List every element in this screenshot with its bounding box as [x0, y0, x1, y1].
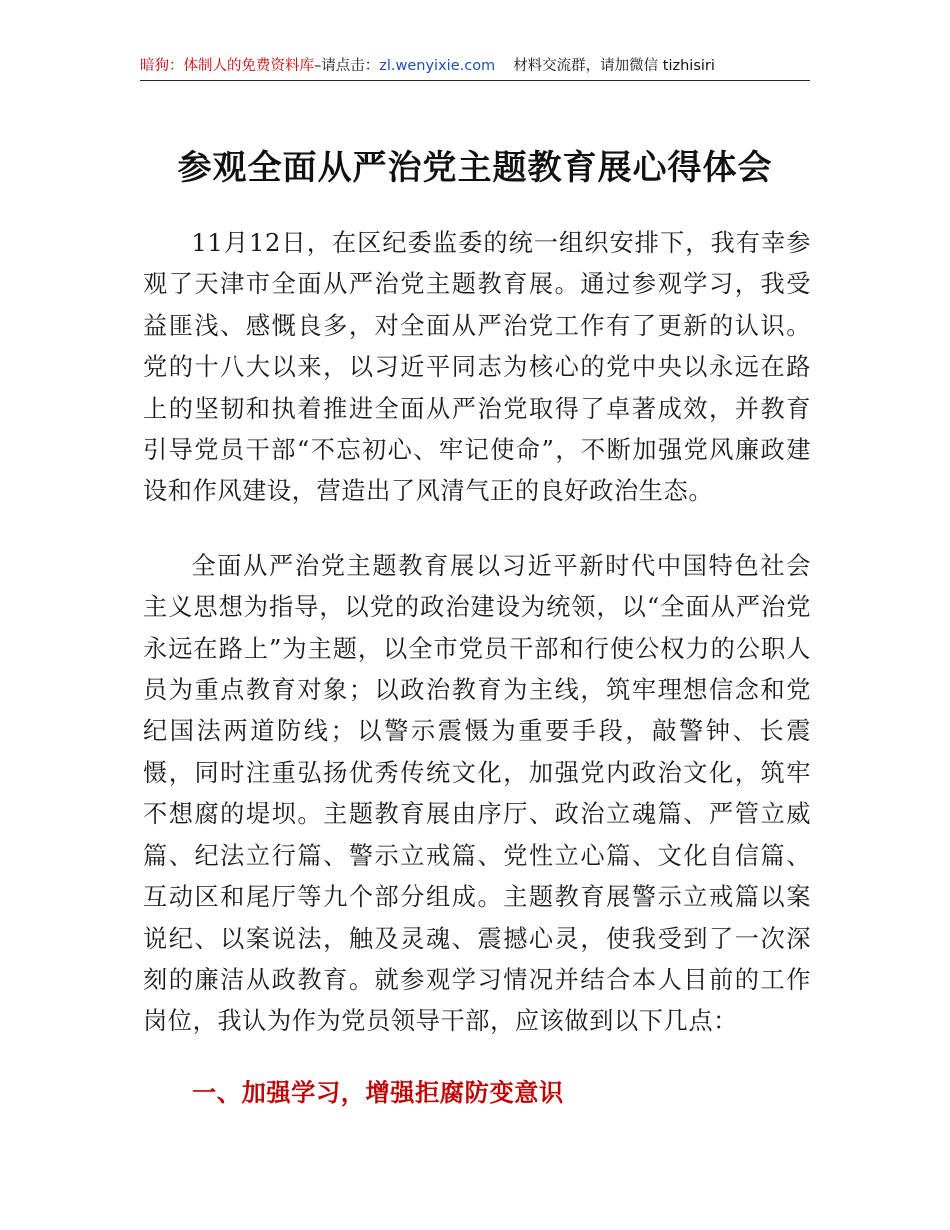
document-body: [143, 223, 811, 1114]
header-banner: [140, 52, 810, 81]
header-group-text: 材料交流群，请加微信 tizhisiri: [513, 58, 715, 74]
paragraph-1: 11月12日，在区纪委监委的统一组织安排下，我有幸参观了天津市全面从严治党主题教育展。通过参观学习，我受益匪浅、感慨良多，对全面从严治党工作有了更新的认识。党的十八大以来，以习近平同志为核心的党中央以永远在路上的坚韧和执着推进全面从严治党取得了卓著成效，并教育引导党员干部“不忘初心、牢记使命”，不断加强党风廉政建设和作风建设，营造出了风清气正的良好政治生态。: [143, 229, 811, 506]
paragraph-2: 全面从严治党主题教育展以习近平新时代中国特色社会主义思想为指导，以党的政治建设为统领，以“全面从严治党永远在路上”为主题，以全市党员干部和行使公权力的公职人员为重点教育对象；以政治教育为主线，筑牢理想信念和党纪国法两道防线；以警示震慑为重要手段，敲警钟、长震慑，同时注重弘扬优秀传统文化，加强党内政治文化，筑牢不想腐的堤坝。主题教育展由序厅、政治立魂篇、严管立威篇、纪法立行篇、警示立戒篇、党性立心篇、文化自信篇、互动区和尾厅等九个部分组成。主题教育展警示立戒篇以案说纪、以案说法，触及灵魂、震撼心灵，使我受到了一次深刻的廉洁从政教育。就参观学习情况并结合本人目前的工作岗位，我认为作为党员领导干部，应该做到以下几点：: [143, 551, 811, 1036]
header-promo-text: 暗狗：体制人的免费资料库: [140, 58, 314, 74]
document-title: 参观全面从严治党主题教育展心得体会: [177, 148, 773, 188]
header-url-link[interactable]: zl.wenyixie.com: [379, 58, 496, 74]
header-click-text: –请点击：: [314, 58, 380, 74]
section-heading-1: 一、加强学习，增强拒腐防变意识: [192, 1078, 564, 1107]
